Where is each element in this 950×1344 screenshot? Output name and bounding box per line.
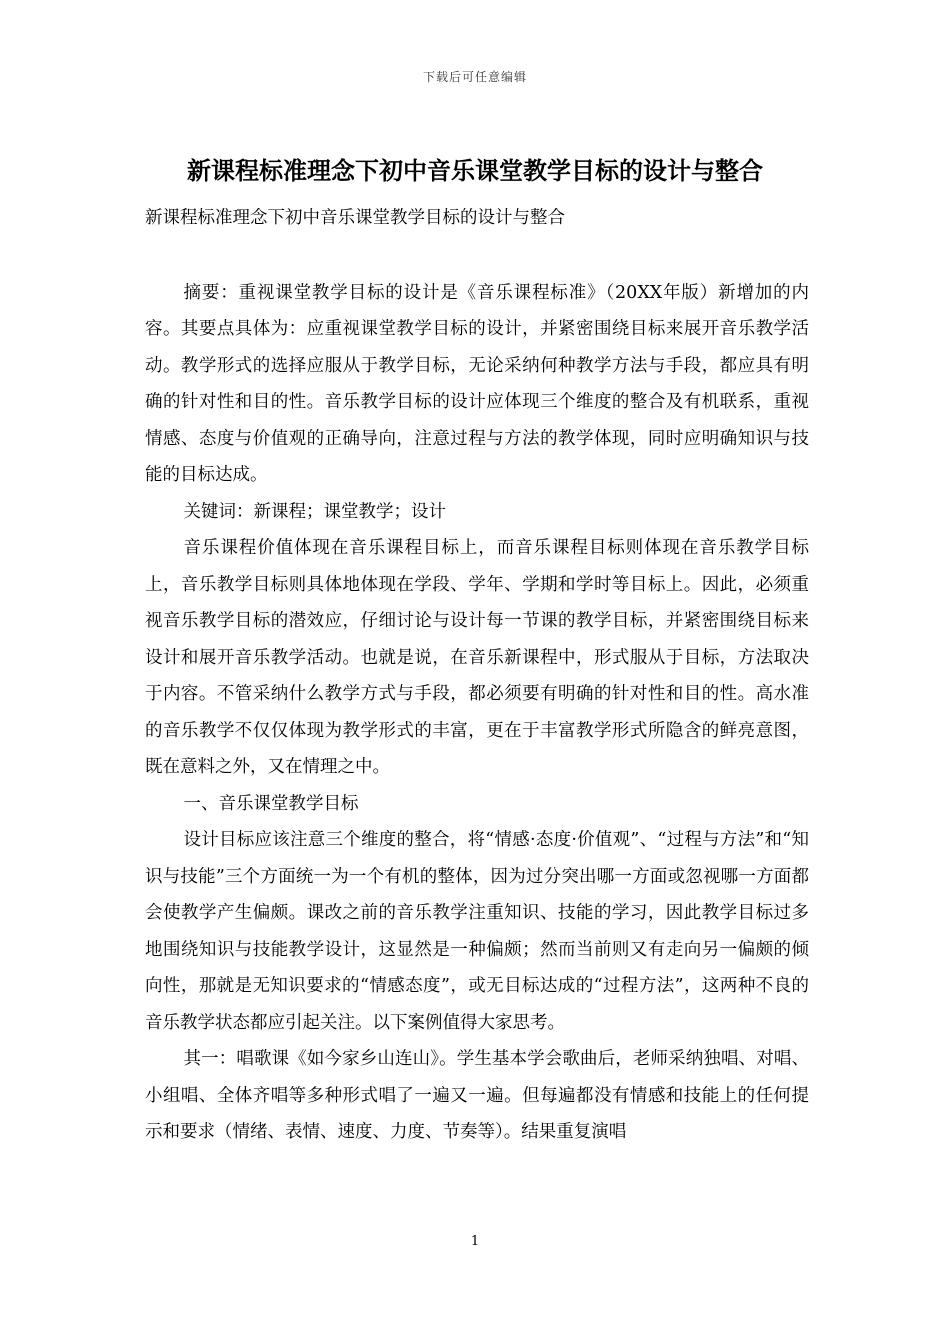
body-paragraph: 设计目标应该注意三个维度的整合，将“情感·态度·价值观”、“过程与方法”和“知识与技能”三个方面统一为一个有机的整体，因为过分突出哪一方面或忽视哪一方面都会使教学产生偏颇。课改之前的音乐教学注重知识、技能的学习，因此教学目标过多地围绕知识与技能教学设计，这显然是一种偏颇；然而当前则又有走向另一偏颇的倾向性，那就是无知识要求的“情感态度”，或无目标达成的“过程方法”，这两种不良的音乐教学状态都应引起关注。以下案例值得大家思考。 (145, 830, 809, 1033)
body-paragraph: 其一：唱歌课《如今家乡山连山》。学生基本学会歌曲后，老师采纳独唱、对唱、小组唱、全体齐唱等多种形式唱了一遍又一遍。但每遍都没有情感和技能上的任何提示和要求（情绪、表情、速度、力度、节奏等）。结果重复演唱 (145, 1049, 809, 1142)
document-body (145, 200, 809, 1151)
header-note: 下载后可任意编辑 (422, 70, 527, 84)
keywords-paragraph: 关键词：新课程；课堂教学；设计 (183, 501, 446, 522)
document-subtitle: 新课程标准理念下初中音乐课堂教学目标的设计与整合 (145, 208, 565, 228)
abstract-paragraph: 摘要：重视课堂教学目标的设计是《音乐课程标准》（20XX年版）新增加的内容。其要点具体为：应重视课堂教学目标的设计，并紧密围绕目标来展开音乐教学活动。教学形式的选择应服从于教学目标，无论采纳何种教学方法与手段，都应具有明确的针对性和目的性。音乐教学目标的设计应体现三个维度的整合及有机联系，重视情感、态度与价值观的正确导向，注意过程与方法的教学体现，同时应明确知识与技能的目标达成。 (145, 282, 809, 485)
body-paragraph: 音乐课程价值体现在音乐课程目标上，而音乐课程目标则体现在音乐教学目标上，音乐教学目标则具体地体现在学段、学年、学期和学时等目标上。因此，必须重视音乐教学目标的潜效应，仔细讨论与设计每一节课的教学目标，并紧密围绕目标来设计和展开音乐教学活动。也就是说，在音乐新课程中，形式服从于目标，方法取决于内容。不管采纳什么教学方式与手段，都必须要有明确的针对性和目的性。高水准的音乐教学不仅仅体现为教学形式的丰富，更在于丰富教学形式所隐含的鲜亮意图，既在意料之外，又在情理之中。 (145, 538, 809, 777)
section-heading: 一、音乐课堂教学目标 (183, 793, 359, 814)
document-title: 新课程标准理念下初中音乐课堂教学目标的设计与整合 (187, 156, 763, 185)
page-number: 1 (470, 1234, 480, 1249)
